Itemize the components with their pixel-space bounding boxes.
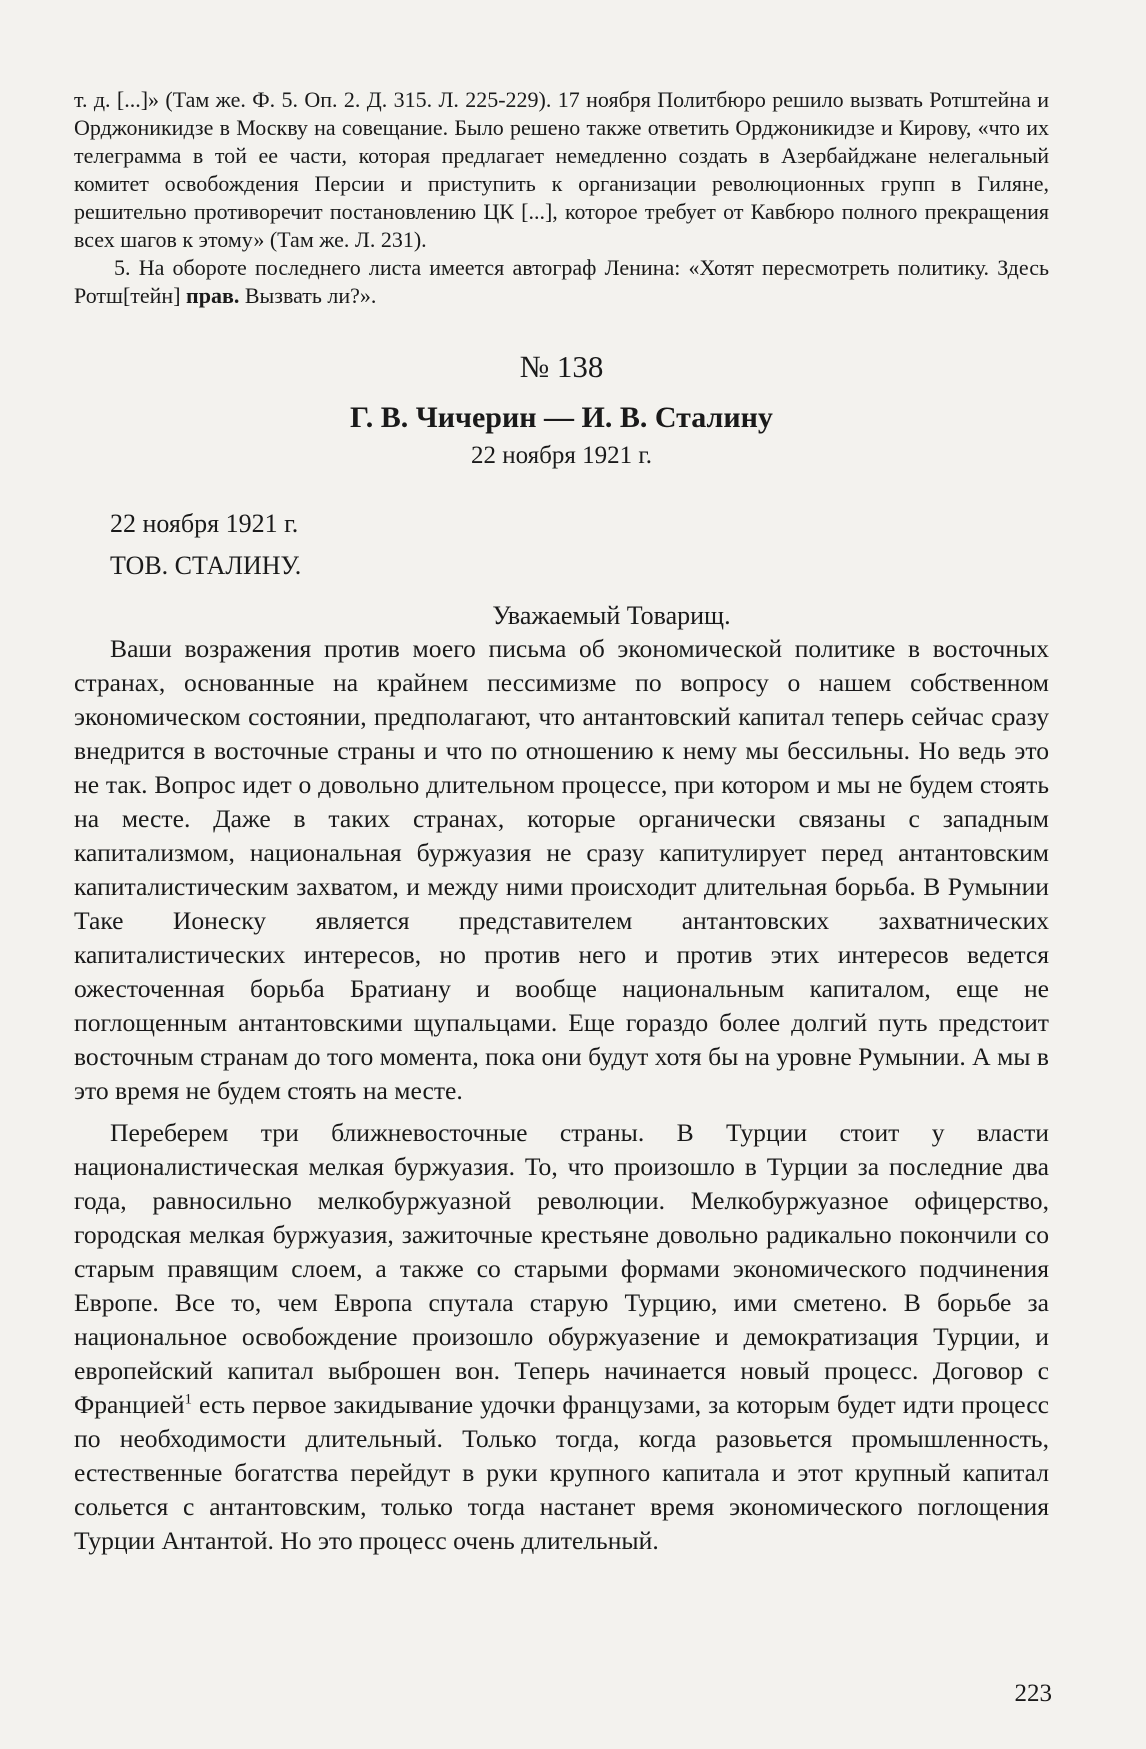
note-5-text-end: Вызвать ли?».: [239, 283, 377, 308]
document-number: № 138: [519, 349, 604, 384]
document-date: 22 ноября 1921 г.: [470, 442, 653, 469]
letter-salutation: Уважаемый Товарищ.: [492, 601, 731, 630]
footnote-marker: 1: [184, 1391, 193, 1408]
page-number: 223: [1014, 1680, 1052, 1707]
letter-paragraph-1: Ваши возражения против моего письма об экономической политике в восточных странах, основанные на крайнем пессимизме по вопросу о нашем собственном экономическом состоянии, предполагают, что антантовский капитал теперь сейчас сразу внедрится в восточные страны и что по отношению к нему мы бессильны. Но ведь это не так. Вопрос идет о довольно длительном процессе, при котором и мы не будем стоять на месте. Даже в таких странах, которые органически связаны с западным капитализмом, национальная буржуазия не сразу капитулирует перед антантовским капиталистическим захватом, и между ними происходит длительная борьба. В Румынии Таке Ионеску является представителем антантовских захватнических капиталистических интересов, но против него и против этих интересов ведется ожесточенная борьба Братиану и вообще национальным капиталом, еще не поглощенным антантовскими щупальцами. Еще гораздо более долгий путь предстоит восточным странам до того момента, пока они будут хотя бы на уровне Румынии. А мы в это время не будем стоять на месте.: [74, 634, 1049, 1105]
letter-date: 22 ноября 1921 г.: [110, 509, 299, 538]
note-5-bold-word: прав.: [186, 283, 240, 308]
letter-body: [74, 632, 1049, 1558]
footnotes-section: [74, 86, 1049, 310]
letter-paragraph-2: [74, 1116, 1049, 1558]
page: [74, 86, 1049, 1558]
note-paragraph-1: т. д. [...]» (Там же. Ф. 5. Оп. 2. Д. 315. Л. 225-229). 17 ноября Политбюро решило вызвать Ротштейна и Орджоникидзе в Москву на совещание. Было решено также ответить Орджоникидзе и Кирову, «что их телеграмма в той ее части, которая предлагает немедленно создать в Азербайджане нелегальный комитет освобождения Персии и приступить к организации революционных групп в Гиляне, решительно противоречит постановлению ЦК [...], которое требует от Кавбюро полного прекращения всех шагов к этому» (Там же. Л. 231).: [74, 87, 1049, 252]
letter-paragraph-2-end: есть первое закидывание удочки французами, за которым будет идти процесс по необходимости длительный. Только тогда, когда разовьется промышленность, естественные богатства перейдут в руки крупного капитала и этот крупный капитал сольется с антантовским, только тогда настанет время экономического поглощения Турции Антантой. Но это процесс очень длительный.: [74, 1390, 1049, 1555]
note-paragraph-5: [74, 254, 1049, 310]
letter-paragraph-2-start: Переберем три ближневосточные страны. В Турции стоит у власти националистическая мелкая буржуазия. То, что произошло в Турции за последние два года, равносильно мелкобуржуазной революции. Мелкобуржуазное офицерство, городская мелкая буржуазия, зажиточные крестьяне довольно радикально покончили со старым правящим слоем, а также со старыми формами экономического подчинения Европе. Все то, чем Европа спутала старую Турцию, ими сметено. В борьбе за национальное освобождение произошло обуржуазение и демократизация Турции, и европейский капитал выброшен вон. Теперь начинается новый процесс. Договор с Францией: [74, 1118, 1049, 1419]
document-title: Г. В. Чичерин — И. В. Сталину: [350, 401, 773, 434]
letter-addressee: ТОВ. СТАЛИНУ.: [110, 551, 302, 580]
note-5-text-start: 5. На обороте последнего листа имеется автограф Ленина: «Хотят пересмотреть политику. Здесь Ротш[тейн]: [74, 255, 1049, 308]
